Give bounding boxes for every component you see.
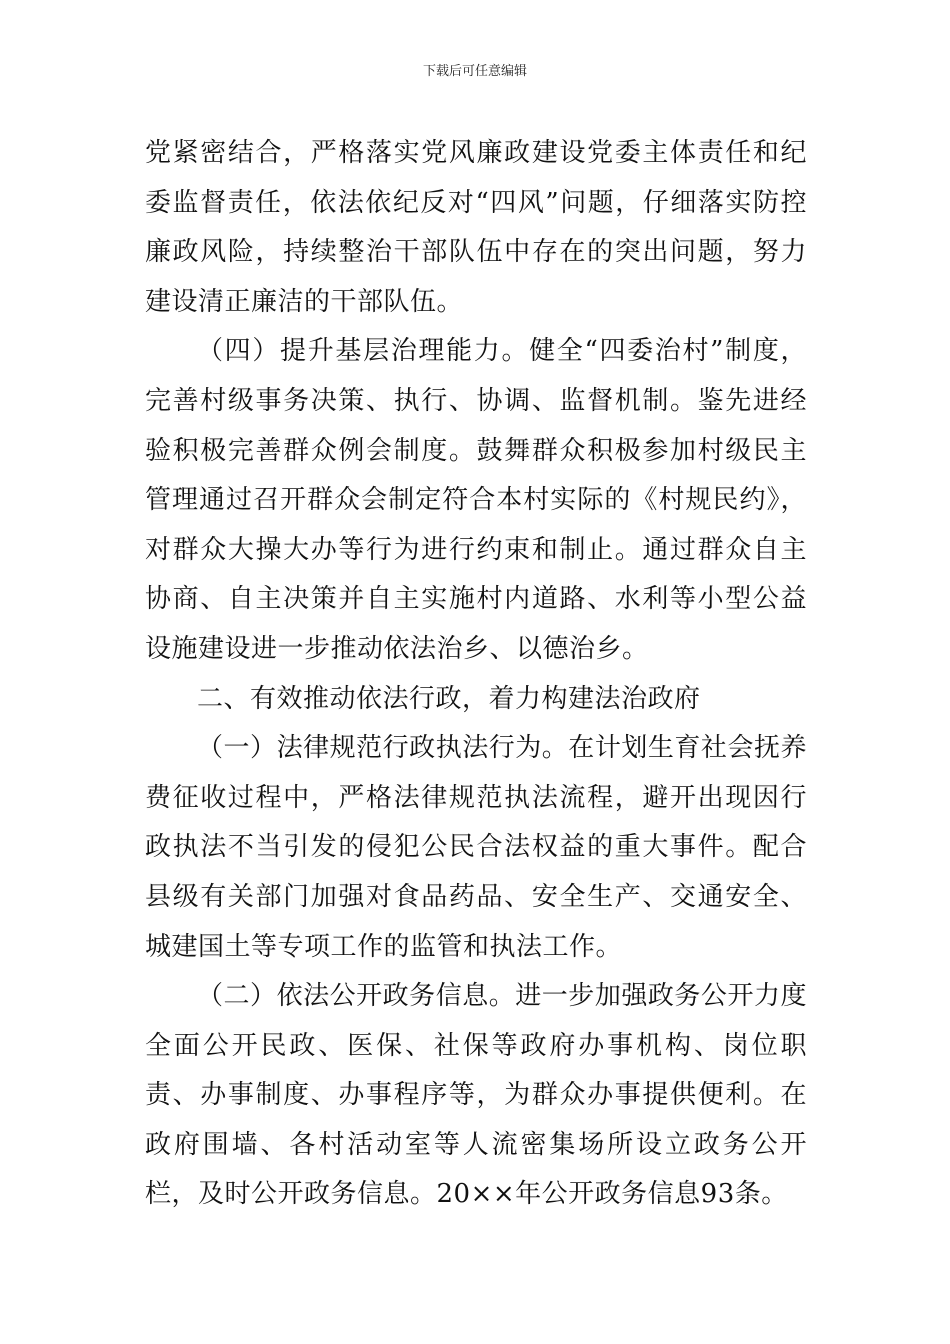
paragraph-grassroots-governance: （四）提升基层治理能力。健全“四委治村”制度，完善村级事务决策、执行、协调、监督机制。鉴先进经验积极完善群众例会制度。鼓舞群众积极参加村级民主管理通过召开群众会制定符合本村实际的《村规民约》，对群众大操大办等行为进行约束和制止。通过群众自主协商、自主决策并自主实施村内道路、水利等小型公益设施建设进一步推动依法治乡、以德治乡。 <box>145 336 807 664</box>
paragraph-law-enforcement: （一）法律规范行政执法行为。在计划生育社会抚养费征收过程中，严格法律规范执法流程，避开出现因行政执法不当引发的侵犯公民合法权益的重大事件。配合县级有关部门加强对食品药品、安全生产、交通安全、城建国土等专项工作的监管和执法工作。 <box>145 733 807 962</box>
paragraph-government-info: （二）依法公开政务信息。进一步加强政务公开力度全面公开民政、医保、社保等政府办事机构、岗位职责、办事制度、办事程序等，为群众办事提供便利。在政府围墙、各村活动室等人流密集场所设立政务公开栏，及时公开政务信息。20××年公开政务信息93条。 <box>145 981 807 1210</box>
page-header: 下载后可任意编辑 <box>422 64 527 79</box>
document-body <box>145 129 807 1220</box>
paragraph-party-conduct: 党紧密结合，严格落实党风廉政建设党委主体责任和纪委监督责任，依法依纪反对“四风”问题，仔细落实防控廉政风险，持续整治干部队伍中存在的突出问题，努力建设清正廉洁的干部队伍。 <box>145 138 807 317</box>
section-heading-rule-of-law: 二、有效推动依法行政，着力构建法治政府 <box>197 683 701 714</box>
